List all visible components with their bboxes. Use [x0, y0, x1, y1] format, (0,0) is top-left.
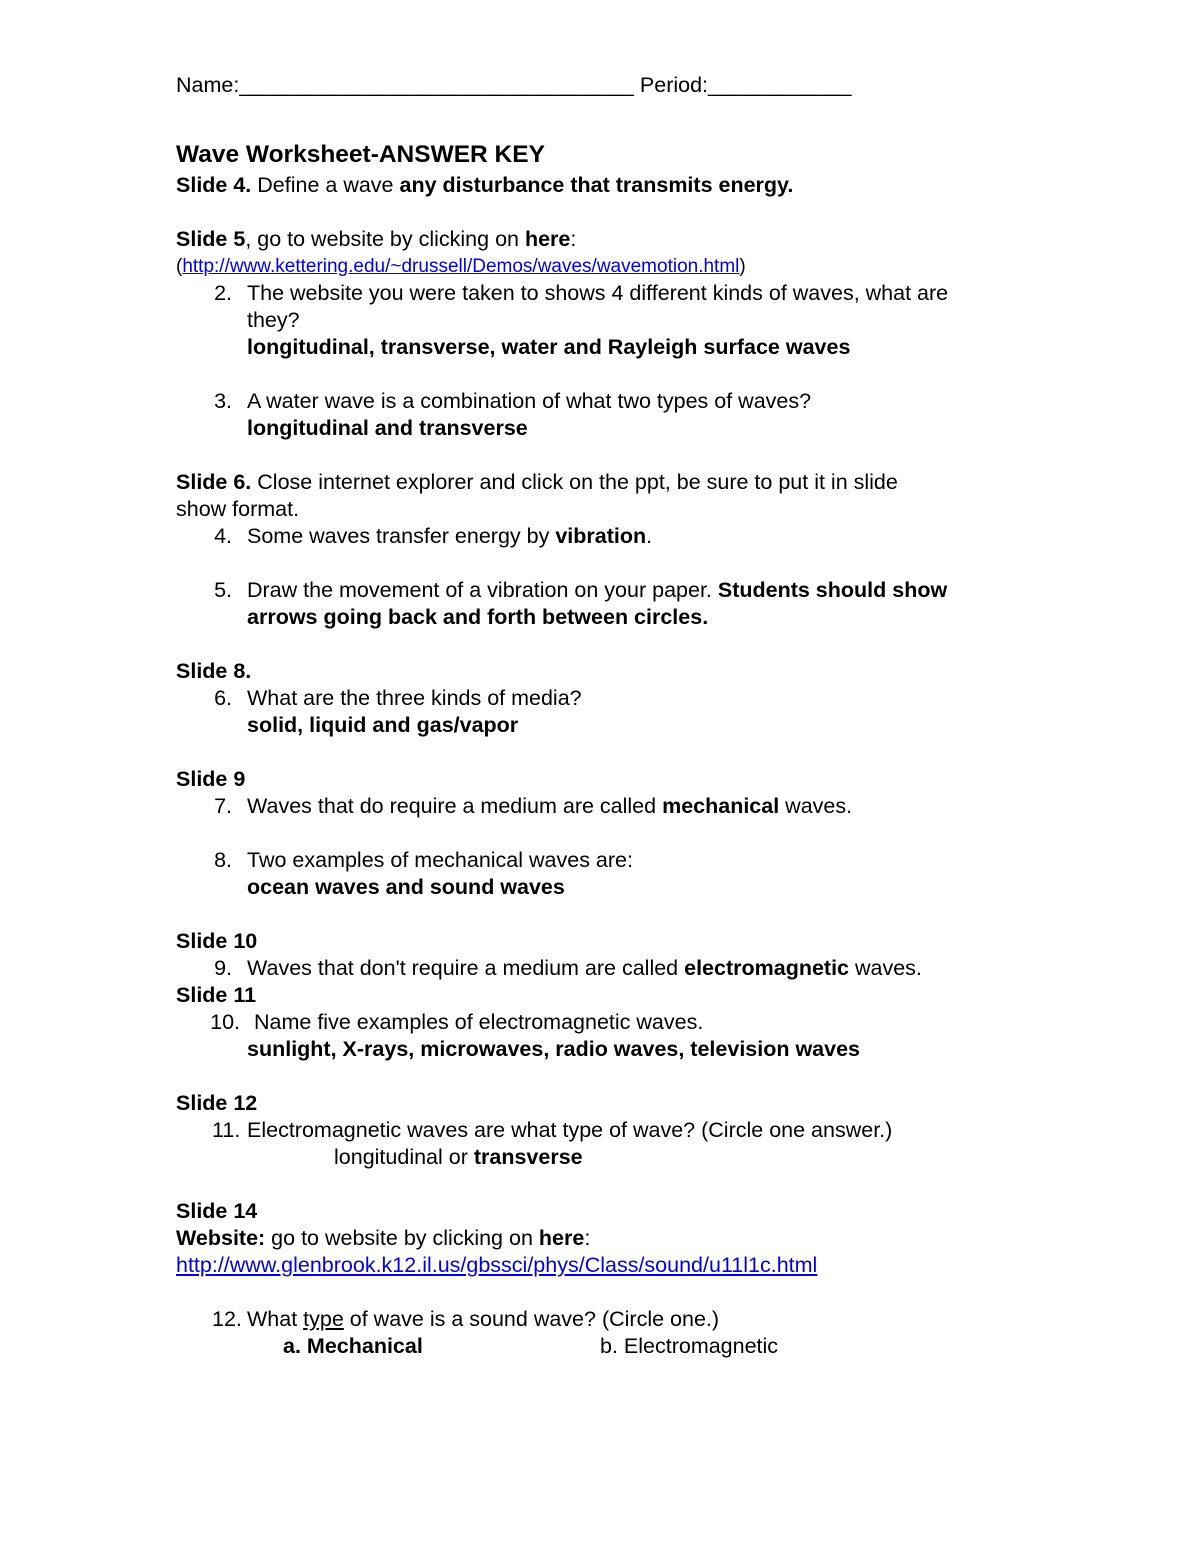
question-6-answer: solid, liquid and gas/vapor	[247, 713, 519, 737]
question-2-answer: longitudinal, transverse, water and Rayleigh surface waves	[247, 335, 851, 359]
question-3-answer: longitudinal and transverse	[247, 416, 528, 440]
question-12-text-pre: What	[247, 1307, 304, 1331]
question-6-text: What are the three kinds of media?	[247, 686, 582, 710]
question-10	[176, 1009, 1056, 1036]
website-label: Website:	[176, 1226, 266, 1250]
question-4	[176, 523, 1056, 550]
slide-10-label: Slide 10	[176, 929, 258, 953]
slide-5-paren-open: (	[176, 256, 183, 277]
slide-5-line	[176, 226, 1056, 253]
question-4-text: Some waves transfer energy by	[247, 524, 556, 548]
slide-5-colon: :	[570, 227, 577, 251]
question-9	[176, 955, 1056, 982]
question-4-answer: vibration	[555, 524, 647, 548]
document-body	[176, 72, 1056, 1360]
question-12-number: 12.	[212, 1307, 242, 1331]
question-11-text: Electromagnetic waves are what type of wave? (Circle one answer.)	[247, 1118, 893, 1142]
question-5-text: Draw the movement of a vibration on your paper.	[247, 578, 718, 602]
name-blank: _________________________________	[239, 73, 634, 97]
question-4-end: .	[646, 524, 653, 548]
question-9-number: 9.	[214, 956, 232, 980]
question-7-answer: mechanical	[662, 794, 780, 818]
slide-4-text: Define a wave	[251, 173, 400, 197]
question-2-number: 2.	[214, 281, 232, 305]
question-2-text: The website you were taken to shows 4 different kinds of waves, what are	[247, 281, 949, 305]
question-11-answer: transverse	[473, 1145, 583, 1169]
slide-4-line	[176, 172, 1056, 199]
slide-4-label: Slide 4.	[176, 173, 252, 197]
question-12-options	[176, 1333, 1056, 1360]
slide-6-label: Slide 6.	[176, 470, 252, 494]
slide-9-label: Slide 9	[176, 767, 246, 791]
question-10-text: Name five examples of electromagnetic waves.	[254, 1010, 704, 1034]
question-3-text: A water wave is a combination of what two types of waves?	[247, 389, 812, 413]
slide-8-label: Slide 8.	[176, 659, 252, 683]
slide-11-label: Slide 11	[176, 983, 257, 1007]
question-7-text: Waves that do require a medium are called	[247, 794, 663, 818]
kettering-link[interactable]: http://www.kettering.edu/~drussell/Demos/waves/wavemotion.html	[182, 256, 740, 277]
slide-14-colon: :	[584, 1226, 591, 1250]
question-9-answer: electromagnetic	[684, 956, 850, 980]
question-12-option-a: a. Mechanical	[283, 1334, 423, 1358]
question-3	[176, 388, 1056, 415]
question-8-number: 8.	[214, 848, 232, 872]
slide-14-text: go to website by clicking on	[265, 1226, 539, 1250]
question-11-number: 11.	[212, 1118, 241, 1142]
slide-5-label: Slide 5	[176, 227, 246, 251]
page-title: Wave Worksheet-ANSWER KEY	[176, 141, 545, 168]
question-10-answer: sunlight, X-rays, microwaves, radio waves, television waves	[247, 1037, 861, 1061]
question-12-text-post: of wave is a sound wave? (Circle one.)	[343, 1307, 720, 1331]
question-12-type-word: type	[303, 1307, 344, 1331]
slide-6-text: Close internet explorer and click on the ppt, be sure to put it in slide	[251, 470, 898, 494]
question-5	[176, 577, 1056, 604]
slide-14-here: here	[538, 1226, 585, 1250]
question-4-number: 4.	[214, 524, 232, 548]
question-6-number: 6.	[214, 686, 232, 710]
question-3-number: 3.	[214, 389, 232, 413]
period-blank: ____________	[708, 73, 852, 97]
question-8-answer: ocean waves and sound waves	[247, 875, 565, 899]
slide-14-website-line	[176, 1225, 1056, 1252]
name-period-line	[176, 72, 1056, 99]
name-label: Name:	[176, 73, 240, 97]
slide-5-text: , go to website by clicking on	[245, 227, 525, 251]
question-6	[176, 685, 1056, 712]
question-11	[176, 1117, 1056, 1144]
slide-5-here: here	[524, 227, 571, 251]
question-5-number: 5.	[214, 578, 232, 602]
slide-14-label: Slide 14	[176, 1199, 258, 1223]
slide-5-link-line	[176, 253, 1056, 280]
question-10-number: 10.	[210, 1010, 240, 1034]
period-label: Period:	[639, 73, 709, 97]
question-11-options	[176, 1144, 1056, 1171]
question-7-number: 7.	[214, 794, 232, 818]
question-8	[176, 847, 1056, 874]
question-12-option-b: b. Electromagnetic	[600, 1334, 779, 1358]
question-11-option-longitudinal: longitudinal or	[334, 1145, 474, 1169]
slide-12-label: Slide 12	[176, 1091, 258, 1115]
question-8-text: Two examples of mechanical waves are:	[247, 848, 633, 872]
question-7	[176, 793, 1056, 820]
question-7-end: waves.	[779, 794, 853, 818]
question-12	[176, 1306, 1056, 1333]
slide-4-answer: any disturbance that transmits energy.	[399, 173, 794, 197]
glenbrook-link[interactable]: http://www.glenbrook.k12.il.us/gbssci/phys/Class/sound/u11l1c.html	[176, 1253, 818, 1277]
question-5-answer-cont: arrows going back and forth between circles.	[247, 605, 709, 629]
slide-6-text-cont: show format.	[176, 497, 300, 521]
question-5-answer: Students should show	[717, 578, 948, 602]
question-9-end: waves.	[849, 956, 922, 980]
slide-6-line	[176, 469, 1056, 496]
slide-5-paren-close: )	[739, 256, 746, 277]
question-9-text: Waves that don't require a medium are called	[247, 956, 685, 980]
question-2	[176, 280, 1056, 307]
question-2-text-cont: they?	[247, 308, 300, 332]
